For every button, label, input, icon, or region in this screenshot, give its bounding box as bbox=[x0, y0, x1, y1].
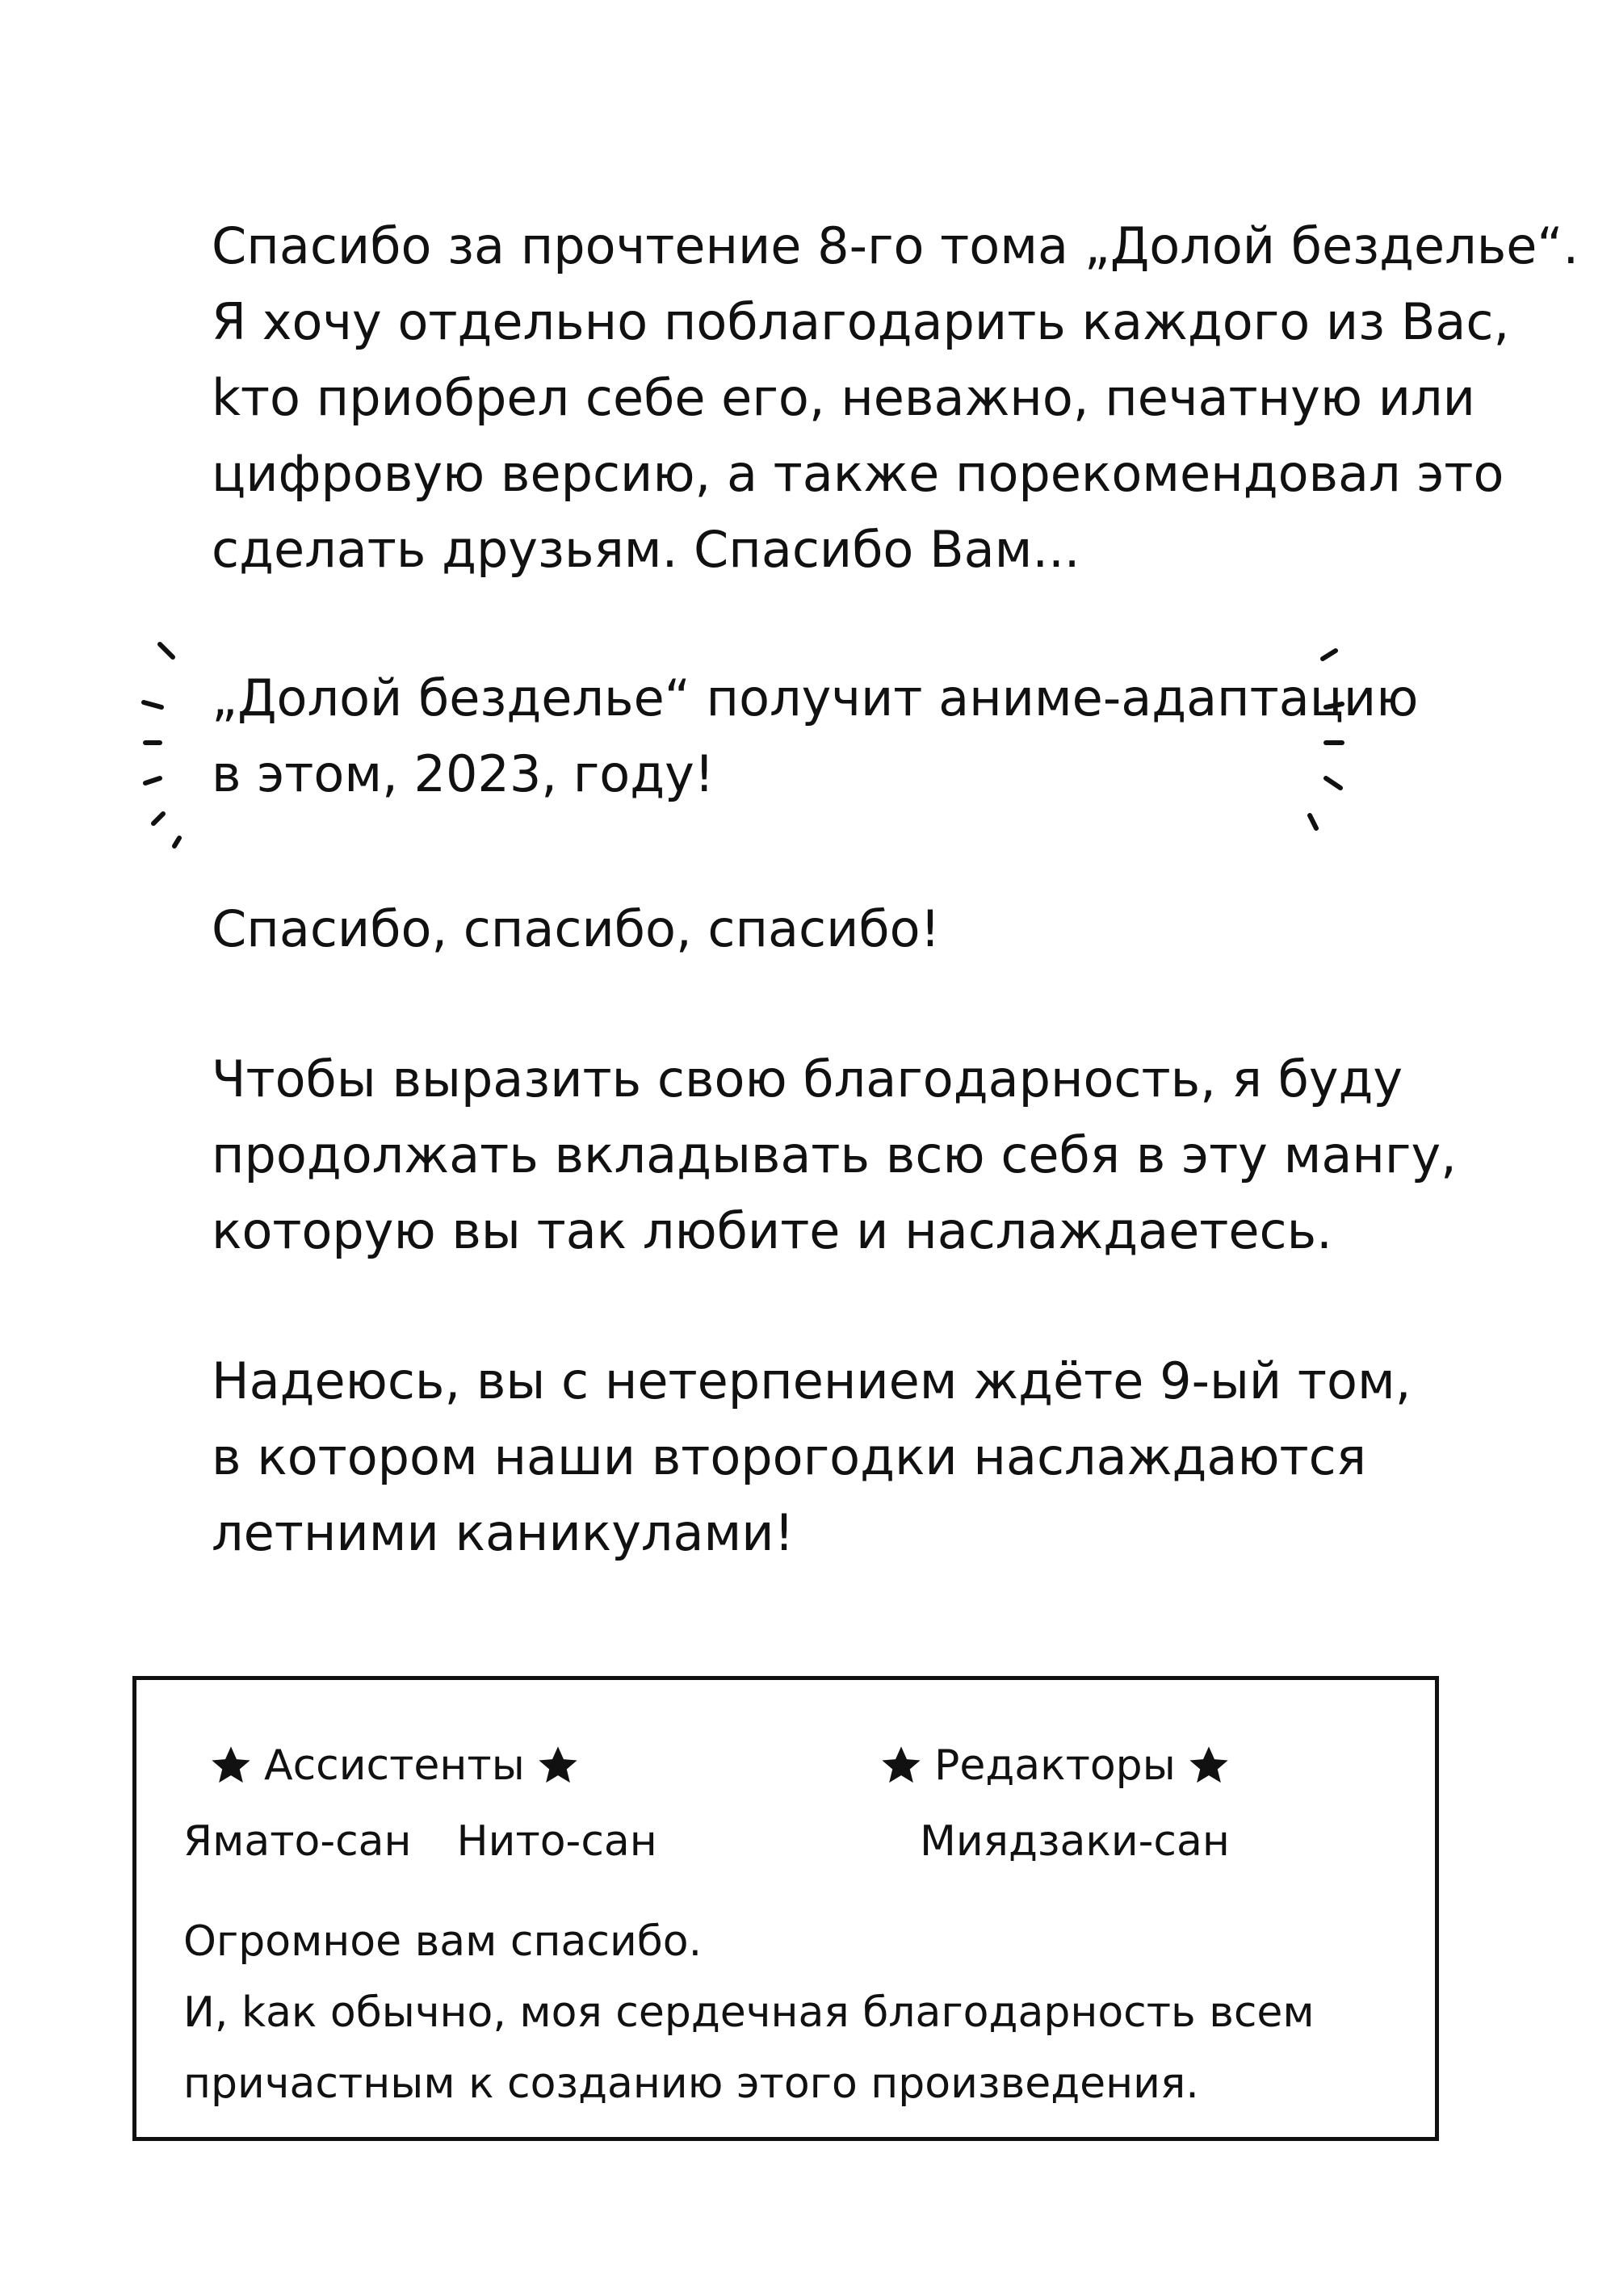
editors-names bbox=[920, 1817, 1230, 1866]
text-line: сделать друзьям. Спасибо Вам... bbox=[212, 520, 1080, 579]
text-line: „Долой безделье“ получит аниме-адаптацию bbox=[212, 668, 1419, 727]
editors-label: Редакторы bbox=[934, 1741, 1176, 1790]
text-line: цифровую версию, а также порекомендовал это bbox=[212, 444, 1504, 503]
assistants-heading bbox=[209, 1741, 580, 1790]
next-volume-paragraph bbox=[212, 1343, 1411, 1571]
gratitude-paragraph bbox=[212, 1041, 1457, 1269]
burst-lines-icon bbox=[129, 630, 202, 856]
star-icon bbox=[209, 1744, 253, 1787]
text-line: Я хочу отдельно поблагодарить каждого из Вас, bbox=[212, 292, 1510, 351]
assistants-label: Ассистенты bbox=[264, 1741, 525, 1790]
assistant-name: Ямато-сан bbox=[183, 1817, 412, 1866]
text-line: летними каникулами! bbox=[212, 1503, 795, 1562]
editor-name: Миядзаки-сан bbox=[920, 1817, 1230, 1866]
anime-announcement bbox=[212, 660, 1418, 812]
text-line: Огромное вам спасибо. bbox=[183, 1917, 703, 1966]
text-line: И, kак обычно, моя сердечная благодарность всем bbox=[183, 1988, 1315, 2037]
star-icon bbox=[1187, 1744, 1231, 1787]
star-icon bbox=[536, 1744, 580, 1787]
editors-heading bbox=[879, 1741, 1231, 1790]
final-thanks bbox=[183, 1906, 1315, 2119]
text-line: Чтобы выразить свою благодарность, я буду bbox=[212, 1050, 1403, 1108]
text-line: kто приобрел себе его, неважно, печатную или bbox=[212, 368, 1475, 427]
text-line: в этом, 2023, году! bbox=[212, 744, 715, 803]
intro-paragraph bbox=[212, 208, 1579, 588]
burst-lines-icon bbox=[1284, 630, 1357, 856]
star-icon bbox=[879, 1744, 923, 1787]
text-line: Спасибо за прочтение 8-го тома „Долой безделье“. bbox=[212, 216, 1579, 275]
text-line: причастным к созданию этого произведения. bbox=[183, 2059, 1199, 2108]
text-line: в котором наши второгодки наслаждаются bbox=[212, 1427, 1367, 1486]
assistants-names bbox=[183, 1817, 657, 1866]
thanks-paragraph bbox=[212, 891, 940, 967]
text-line: продолжать вкладывать всю себя в эту мангу, bbox=[212, 1125, 1457, 1184]
assistant-name: Нито-сан bbox=[456, 1817, 657, 1866]
text-line: которую вы так любите и наслаждаетесь. bbox=[212, 1201, 1332, 1260]
text-line: Надеюсь, вы с нетерпением ждёте 9-ый том, bbox=[212, 1351, 1412, 1410]
text-line: Спасибо, спасибо, спасибо! bbox=[212, 899, 941, 958]
credits-box bbox=[132, 1676, 1439, 2141]
